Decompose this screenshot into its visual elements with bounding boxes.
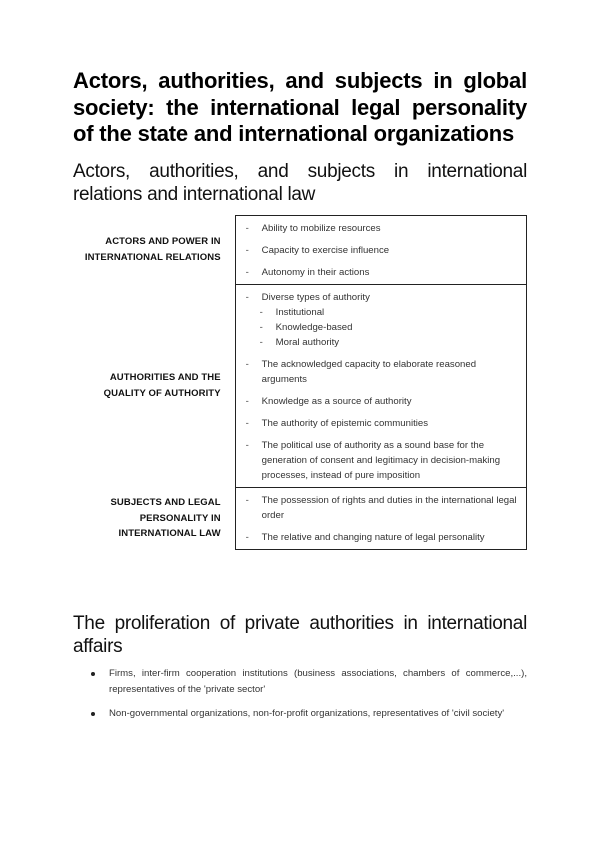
list-item: - The possession of rights and duties in the international legal order (244, 493, 520, 523)
list-item: - Autonomy in their actions (244, 265, 520, 280)
bullet-list (73, 666, 527, 731)
table-row (73, 215, 527, 284)
list-subitem: - Knowledge-based (244, 320, 520, 335)
list-item: - The relative and changing nature of legal personality (244, 530, 520, 545)
list-item: - Capacity to exercise influence (244, 243, 520, 258)
table-row (73, 487, 527, 550)
list-item: - The authority of epistemic communities (244, 416, 520, 431)
row-cell (235, 284, 527, 487)
bullet-item: Non-governmental organizations, non-for-profit organizations, representatives of 'civil society' (73, 706, 527, 722)
bullet-item: Firms, inter-firm cooperation institutions (business associations, chambers of commerce,...), representatives of the 'private sector' (73, 666, 527, 697)
table-row (73, 284, 527, 487)
list-item: - Knowledge as a source of authority (244, 394, 520, 409)
concepts-table (73, 215, 527, 550)
row-label: ACTORS AND POWER IN INTERNATIONAL RELATIONS (84, 236, 221, 263)
section-heading-actors: Actors, authorities, and subjects in international relations and international law (73, 161, 527, 205)
list-item: - The political use of authority as a sound base for the generation of consent and legitimacy in decision-making processes, instead of pure imposition (244, 438, 520, 483)
row-label: SUBJECTS AND LEGAL PERSONALITY IN INTERNATIONAL LAW (110, 497, 221, 540)
list-item: - Diverse types of authority (244, 290, 520, 305)
list-item: - Ability to mobilize resources (244, 221, 520, 236)
row-cell (235, 487, 527, 550)
list-subitem: - Moral authority (244, 335, 520, 350)
section-heading-private-authorities: The proliferation of private authorities in international affairs (73, 613, 527, 657)
page-title: Actors, authorities, and subjects in global society: the international legal personality of the state and international organizations (73, 68, 527, 146)
list-item: - The acknowledged capacity to elaborate reasoned arguments (244, 357, 520, 387)
row-cell (235, 215, 527, 284)
row-label: AUTHORITIES AND THE QUALITY OF AUTHORITY (103, 372, 221, 399)
list-subitem: - Institutional (244, 305, 520, 320)
